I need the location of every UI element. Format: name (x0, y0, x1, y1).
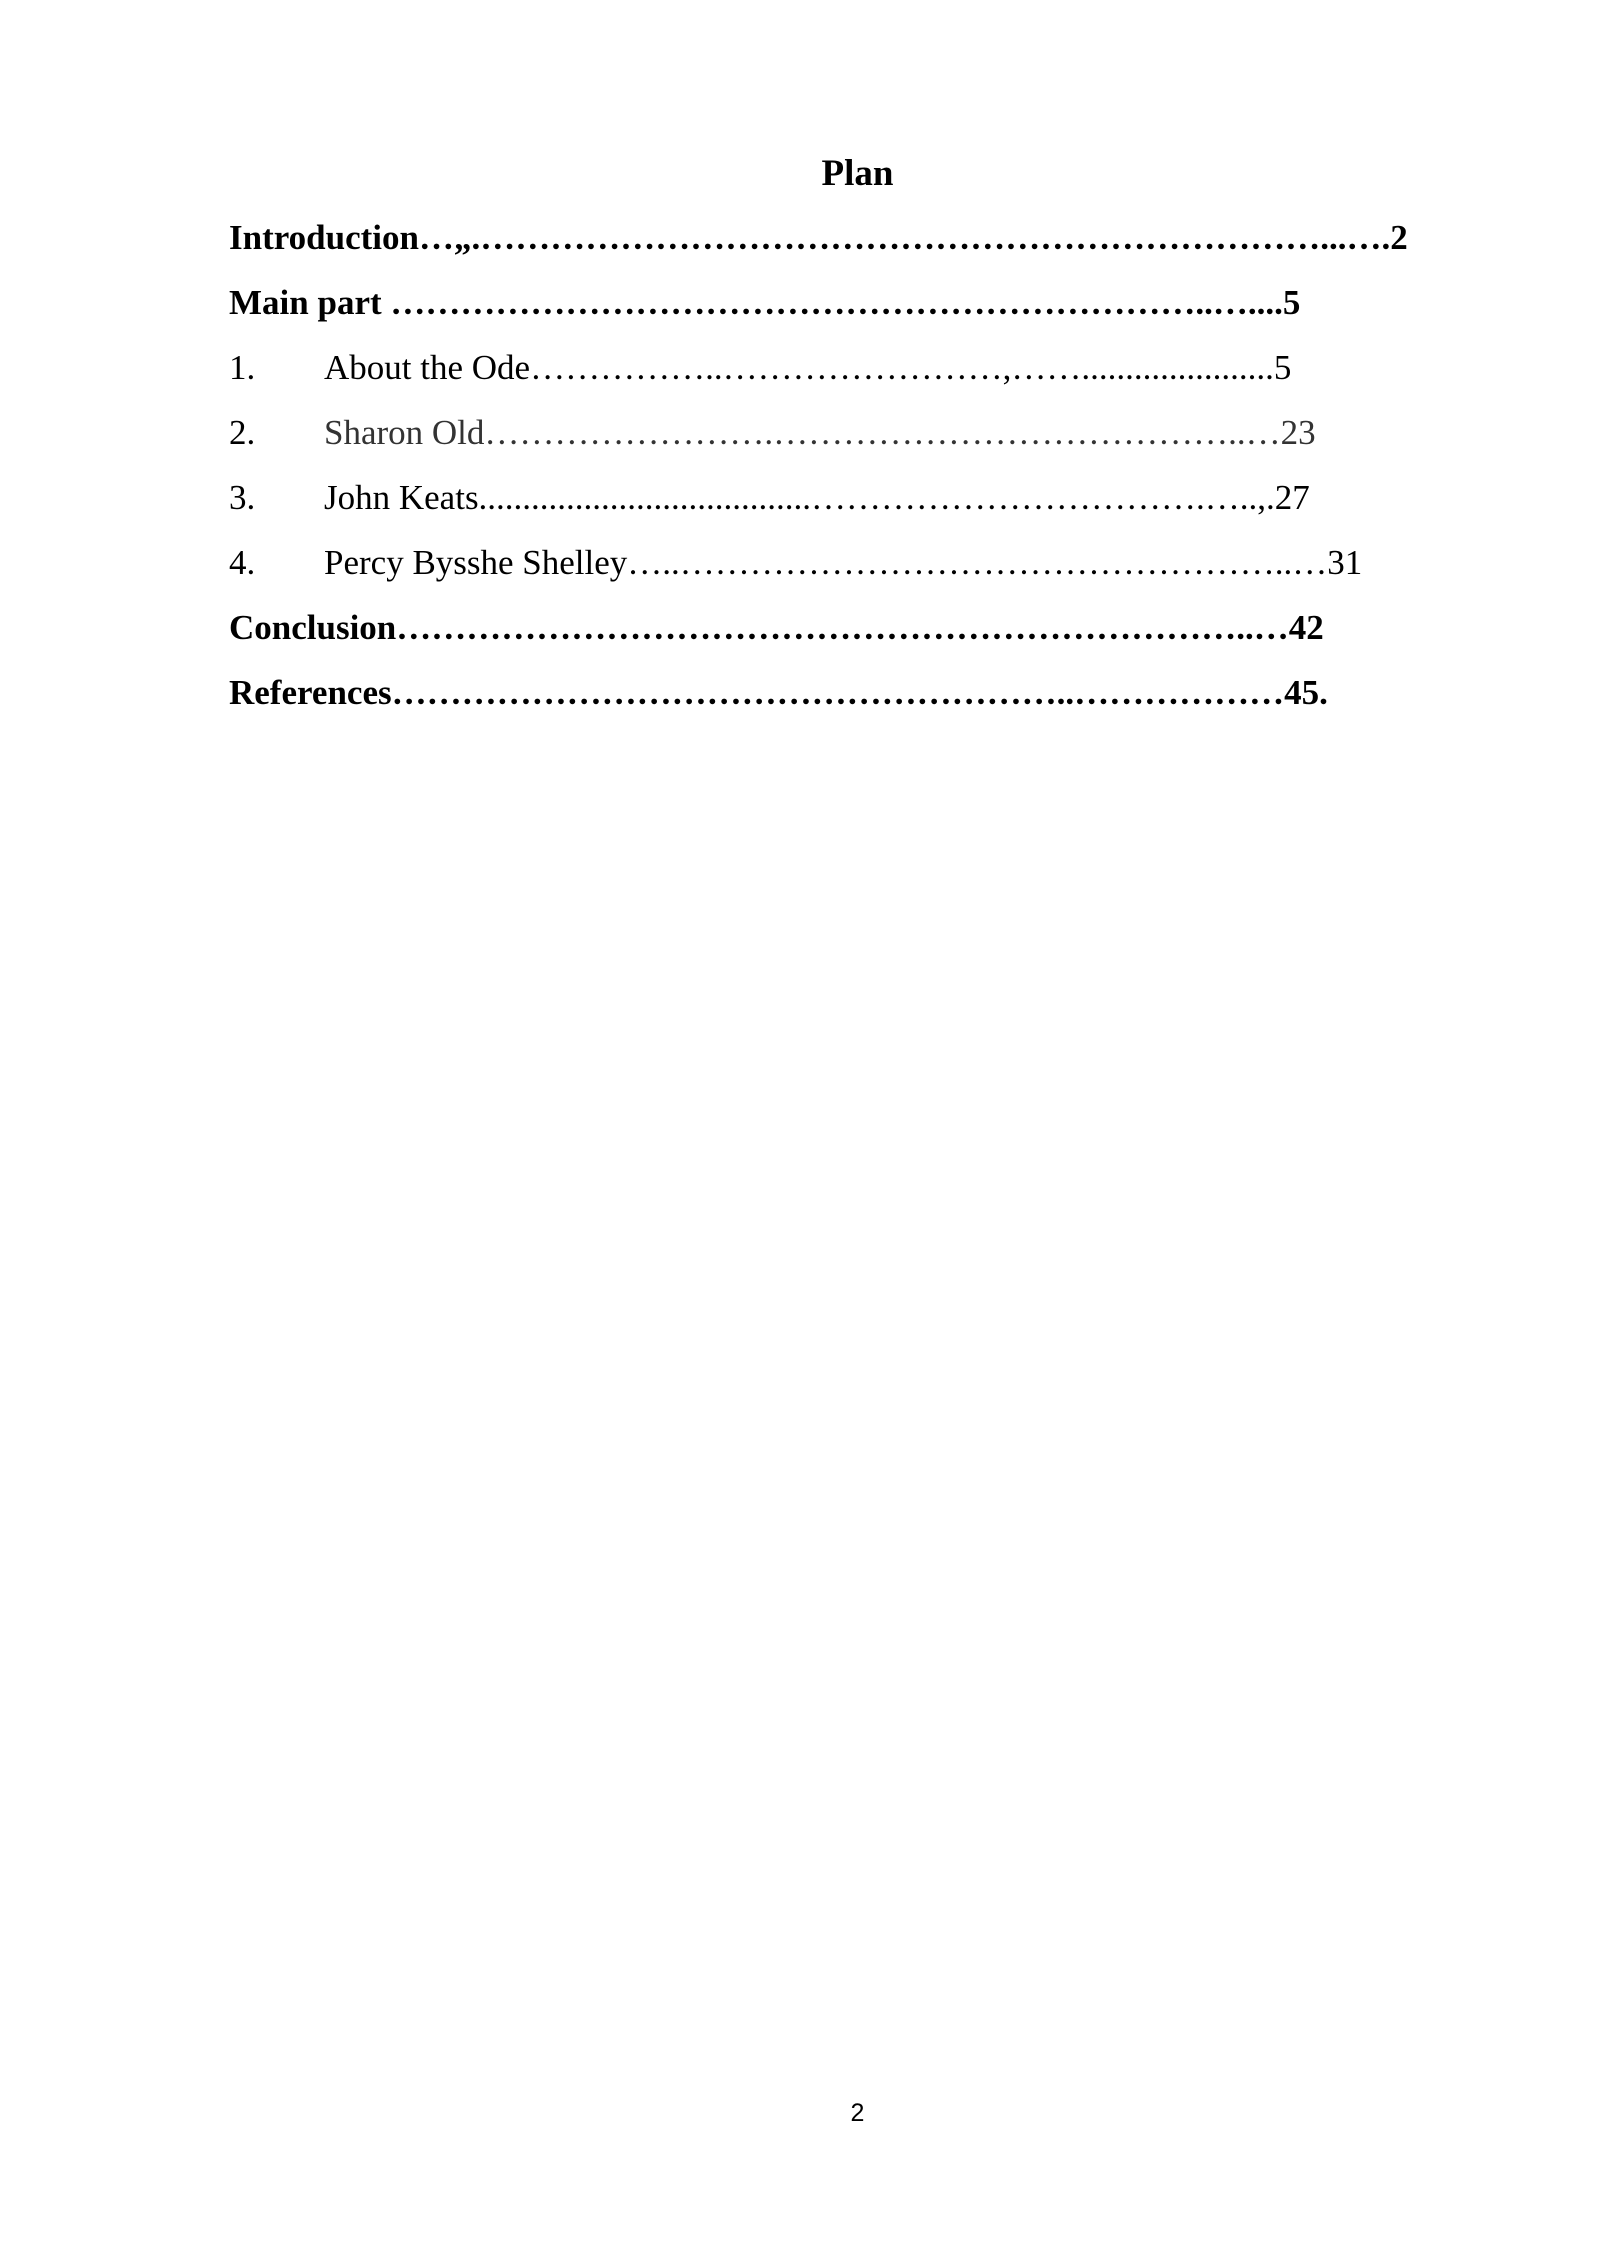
toc-entry-sharon-old (229, 409, 1459, 474)
toc-entry-about-the-ode (229, 344, 1459, 409)
toc-entry-percy-bysshe-shelley (229, 539, 1459, 604)
toc-entry-text: References…………………………………………………..………………45. (229, 673, 1328, 712)
toc-entry-number: 4. (229, 543, 256, 582)
toc-entry-number: 2. (229, 413, 256, 452)
toc-entry-text: Sharon Old…………………….…………………………………..…23 (324, 413, 1316, 452)
toc-entry-main-part (229, 279, 1459, 344)
toc-entry-text: Percy Bysshe Shelley…..……………………………………………..…31 (324, 543, 1363, 582)
toc-entry-number: 3. (229, 478, 256, 517)
toc-entry-references (229, 669, 1459, 734)
toc-entry-text: Introduction…„.………………………………………………………………...….2 (229, 218, 1408, 257)
toc-entry-conclusion (229, 604, 1459, 669)
toc-entry-text: Conclusion………………………………………………………………..…42 (229, 608, 1324, 647)
toc-entry-text: About the Ode……………..……………………,……......................5 (324, 348, 1292, 387)
toc-entry-text: John Keats......................................…………………………….…..,.27 (324, 478, 1310, 517)
toc-entry-text: Main part ……………………………………………………………..…....5 (229, 283, 1301, 322)
page-title: Plan (821, 153, 894, 194)
toc-entry-introduction (229, 214, 1459, 279)
toc-entry-number: 1. (229, 348, 256, 387)
toc-entry-john-keats (229, 474, 1459, 539)
table-of-contents (229, 214, 1459, 734)
page-number: 2 (850, 2099, 865, 2127)
